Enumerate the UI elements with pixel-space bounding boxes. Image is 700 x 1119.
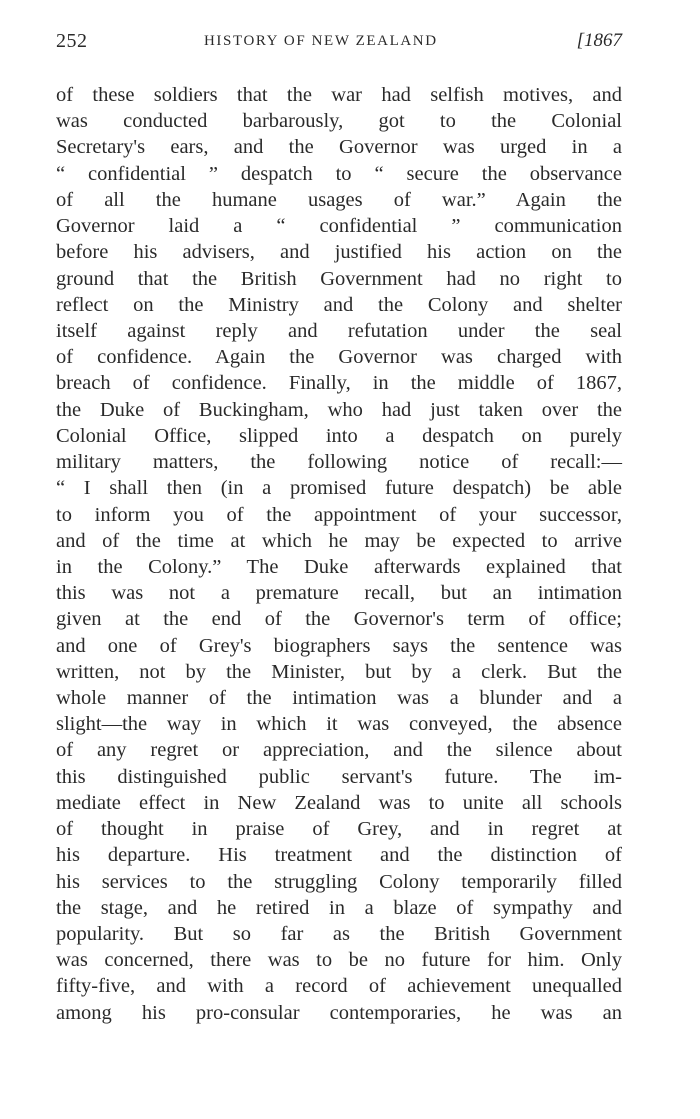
text-line: written, not by the Minister, but by a clerk. But the — [56, 660, 622, 683]
text-line: breach of confidence. Finally, in the middle of 1867, — [56, 372, 622, 395]
text-line: among his pro-consular contemporaries, he was an — [56, 1001, 622, 1024]
text-line: mediate effect in New Zealand was to unite all schools — [56, 791, 622, 814]
text-line: the stage, and he retired in a blaze of sympathy and — [56, 896, 622, 919]
text-line: “ confidential ” despatch to “ secure the observance — [56, 162, 622, 185]
text-line: his services to the struggling Colony temporarily filled — [56, 870, 622, 893]
text-line: Governor laid a “ confidential ” communication — [56, 215, 622, 238]
text-line: of these soldiers that the war had selfish motives, and — [56, 84, 622, 106]
text-line: “ I shall then (in a promised future despatch) be able — [56, 477, 622, 500]
text-line: fifty-five, and with a record of achievement unequalled — [56, 975, 622, 998]
text-line: given at the end of the Governor's term of office; — [56, 608, 622, 631]
text-line: whole manner of the intimation was a blunder and a — [56, 687, 622, 710]
text-line: this was not a premature recall, but an intimation — [56, 582, 622, 605]
text-line: this distinguished public servant's future. The im- — [56, 765, 622, 788]
text-line: ground that the British Government had no right to — [56, 267, 622, 290]
body-text — [56, 82, 622, 1026]
text-line: his departure. His treatment and the distinction of — [56, 844, 622, 867]
text-line: to inform you of the appointment of your successor, — [56, 503, 622, 526]
running-year: [1867 — [576, 30, 622, 51]
text-line: Colonial Office, slipped into a despatch on purely — [56, 424, 622, 447]
text-line: Secretary's ears, and the Governor was urged in a — [56, 136, 622, 159]
text-line: of all the humane usages of war.” Again the — [56, 188, 622, 211]
text-line: of confidence. Again the Governor was charged with — [56, 346, 622, 369]
running-title: HISTORY OF NEW ZEALAND — [204, 33, 438, 49]
running-head — [56, 30, 622, 60]
text-line: was concerned, there was to be no future for him. Only — [56, 949, 622, 972]
text-line: of any regret or appreciation, and the silence about — [56, 739, 622, 762]
text-line: itself against reply and refutation under the seal — [56, 319, 622, 342]
text-line: and of the time at which he may be expected to arrive — [56, 529, 622, 552]
text-line: slight—the way in which it was conveyed, the absence — [56, 713, 622, 736]
text-line: popularity. But so far as the British Government — [56, 923, 622, 945]
text-line: and one of Grey's biographers says the sentence was — [56, 634, 622, 657]
text-line: in the Colony.” The Duke afterwards explained that — [56, 555, 622, 578]
text-line: the Duke of Buckingham, who had just taken over the — [56, 398, 622, 421]
text-line: of thought in praise of Grey, and in regret at — [56, 818, 622, 841]
page-number: 252 — [56, 30, 88, 52]
text-line: reflect on the Ministry and the Colony and shelter — [56, 293, 622, 316]
text-line: before his advisers, and justified his action on the — [56, 241, 622, 264]
text-line: military matters, the following notice of recall:— — [56, 451, 622, 474]
text-line: was conducted barbarously, got to the Colonial — [56, 110, 622, 133]
